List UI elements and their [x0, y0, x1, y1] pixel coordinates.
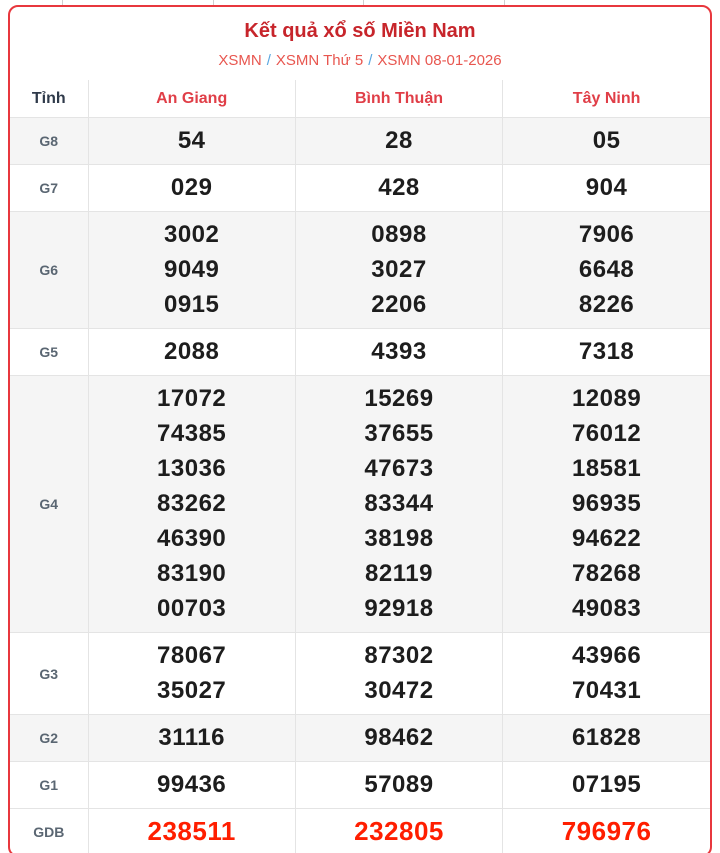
result-number: 38198: [364, 525, 434, 552]
result-cell: [503, 376, 710, 633]
results-card: [8, 5, 712, 853]
breadcrumb-link[interactable]: XSMN 08-01-2026: [377, 52, 502, 69]
result-number: 7318: [578, 338, 635, 365]
result-number: 87302: [364, 642, 434, 669]
result-cell: [503, 165, 710, 212]
province-header: Tây Ninh: [503, 80, 710, 118]
result-number: 904: [585, 174, 628, 201]
result-number: 83344: [364, 490, 434, 517]
result-number: 18581: [571, 455, 642, 482]
result-number: 15269: [364, 385, 434, 412]
result-number: 05: [592, 127, 621, 154]
result-number: 43966: [571, 642, 642, 669]
result-number: 49083: [571, 595, 642, 622]
result-number: 61828: [571, 724, 642, 751]
result-cell: [503, 329, 710, 376]
result-cell: [503, 118, 710, 165]
breadcrumb-link[interactable]: XSMN Thứ 5: [275, 52, 364, 69]
result-cell: [88, 809, 295, 853]
corner-header: Tỉnh: [10, 80, 88, 118]
breadcrumb-separator: /: [368, 52, 373, 69]
result-number: 4393: [371, 338, 427, 365]
prize-row-g3: [10, 633, 710, 715]
result-number: 31116: [158, 724, 225, 751]
result-number: 13036: [157, 455, 227, 482]
result-cell: [88, 329, 295, 376]
result-number: 54: [177, 127, 206, 154]
result-number: 029: [170, 174, 213, 201]
breadcrumb-separator: /: [266, 52, 271, 69]
card-header: [10, 7, 710, 80]
result-cell: [88, 165, 295, 212]
result-cell: [295, 809, 502, 853]
result-number: 83262: [157, 490, 227, 517]
result-number: 57089: [364, 771, 434, 798]
result-number: 3002: [163, 221, 220, 248]
result-number: 12089: [571, 385, 642, 412]
result-number: 428: [378, 174, 420, 201]
result-cell: [88, 212, 295, 329]
result-number: 47673: [364, 455, 434, 482]
result-cell: [88, 715, 295, 762]
result-number: 2206: [371, 291, 427, 318]
result-cell: [88, 762, 295, 809]
result-number: 17072: [157, 385, 227, 412]
result-cell: [295, 715, 502, 762]
result-number: 796976: [561, 816, 652, 846]
result-cell: [503, 633, 710, 715]
result-number: 46390: [157, 525, 227, 552]
result-number: 3027: [371, 256, 427, 283]
prize-row-g8: [10, 118, 710, 165]
result-number: 74385: [157, 420, 227, 447]
result-number: 2088: [163, 338, 220, 365]
result-cell: [503, 715, 710, 762]
result-number: 83190: [157, 560, 227, 587]
result-number: 238511: [147, 816, 236, 846]
result-cell: [295, 633, 502, 715]
prize-label: G8: [10, 118, 88, 165]
table-header-row: [10, 80, 710, 118]
result-number: 00703: [157, 595, 227, 622]
prize-row-g5: [10, 329, 710, 376]
breadcrumb-link[interactable]: XSMN: [218, 52, 262, 69]
result-number: 94622: [571, 525, 642, 552]
result-number: 30472: [364, 677, 434, 704]
result-cell: [295, 762, 502, 809]
result-number: 96935: [571, 490, 642, 517]
prize-row-g4: [10, 376, 710, 633]
result-cell: [295, 118, 502, 165]
result-number: 98462: [364, 724, 434, 751]
prize-label: G7: [10, 165, 88, 212]
prize-label: G2: [10, 715, 88, 762]
result-cell: [295, 212, 502, 329]
result-number: 0915: [163, 291, 220, 318]
result-number: 82119: [365, 560, 433, 587]
prize-label: G6: [10, 212, 88, 329]
page-title: Kết quả xổ số Miền Nam: [244, 20, 476, 42]
result-number: 07195: [571, 771, 642, 798]
result-number: 0898: [371, 221, 427, 248]
results-table: [10, 80, 710, 853]
result-number: 99436: [157, 771, 227, 798]
result-cell: [295, 165, 502, 212]
result-number: 78268: [571, 560, 642, 587]
result-number: 7906: [578, 221, 635, 248]
result-number: 37655: [364, 420, 434, 447]
result-cell: [503, 809, 710, 853]
result-number: 8226: [578, 291, 635, 318]
prize-row-gdb: [10, 809, 710, 853]
result-number: 6648: [578, 256, 635, 283]
prize-row-g6: [10, 212, 710, 329]
prize-label: G4: [10, 376, 88, 633]
result-cell: [88, 118, 295, 165]
prize-row-g2: [10, 715, 710, 762]
result-number: 35027: [157, 677, 227, 704]
result-cell: [88, 376, 295, 633]
result-number: 76012: [571, 420, 642, 447]
breadcrumb: [20, 51, 700, 71]
result-number: 9049: [163, 256, 220, 283]
result-number: 78067: [157, 642, 227, 669]
result-number: 232805: [354, 816, 444, 846]
result-cell: [88, 633, 295, 715]
result-number: 92918: [364, 595, 434, 622]
result-number: 28: [385, 127, 413, 154]
result-cell: [295, 329, 502, 376]
province-header: An Giang: [88, 80, 295, 118]
result-cell: [503, 212, 710, 329]
prize-label: G1: [10, 762, 88, 809]
prize-row-g1: [10, 762, 710, 809]
prize-row-g7: [10, 165, 710, 212]
province-header: Bình Thuận: [295, 80, 502, 118]
result-cell: [295, 376, 502, 633]
result-number: 70431: [571, 677, 642, 704]
result-cell: [503, 762, 710, 809]
prize-label: GDB: [10, 809, 88, 853]
prize-label: G5: [10, 329, 88, 376]
prize-label: G3: [10, 633, 88, 715]
